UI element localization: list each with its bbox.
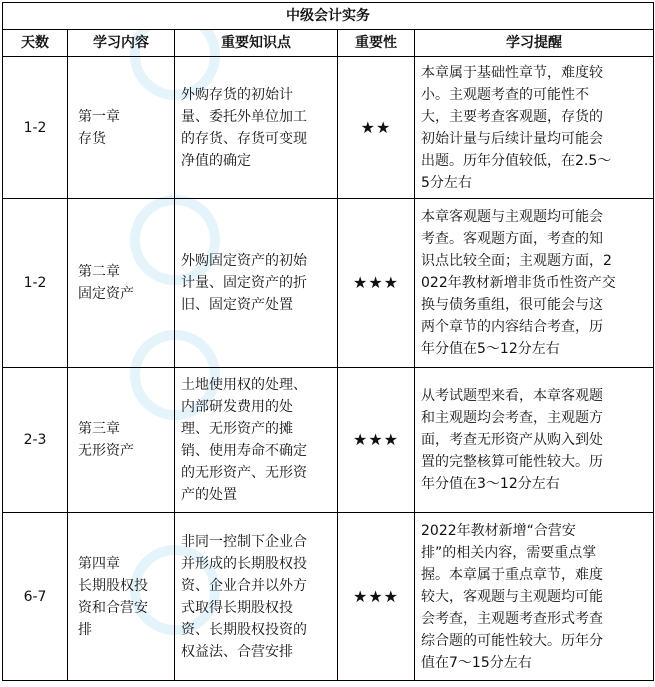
cell-knowledge-line: 并形成的长期股权投 <box>181 555 307 572</box>
cell-knowledge-line: 销、使用寿命不确定 <box>181 443 307 459</box>
cell-tips-line: 从考试题型来看，本章客观题 <box>421 388 603 404</box>
cell-days: 1-2 <box>3 199 68 368</box>
cell-tips-line: 值在7～15分左右 <box>421 654 532 671</box>
cell-knowledge-line: 式取得长期股权投 <box>181 599 293 616</box>
cell-content-line: 第三章 <box>78 421 120 437</box>
cell-tips-line: 会考查，主观题考查形式考查 <box>421 610 603 627</box>
cell-importance: ★★ <box>338 57 415 199</box>
cell-tips <box>415 513 654 681</box>
cell-knowledge-line: 外购固定资产的初始 <box>181 253 307 269</box>
cell-knowledge <box>175 57 338 199</box>
cell-knowledge-line: 权益法、合营安排 <box>181 643 293 660</box>
cell-tips-line: 2022年教材新增“合营安 <box>421 522 576 539</box>
cell-tips-line: 本章客观题与主观题均可能会 <box>421 209 603 225</box>
cell-knowledge-line: 资、企业合并以外方 <box>181 577 307 594</box>
cell-content-line: 第二章 <box>78 264 120 280</box>
cell-tips-line: 本章属于基础性章节，难度较 <box>421 64 603 81</box>
cell-tips <box>415 368 654 513</box>
cell-importance: ★★★ <box>338 199 415 368</box>
cell-tips-line: 年分值在5～12分左右 <box>421 341 560 357</box>
study-plan-table <box>2 2 654 681</box>
cell-days: 6-7 <box>3 513 68 681</box>
cell-content-line: 无形资产 <box>78 443 134 459</box>
header-content: 学习内容 <box>68 30 175 57</box>
cell-knowledge-line: 净值的确定 <box>181 152 251 169</box>
cell-knowledge-line: 计量、固定资产的折 <box>181 275 307 291</box>
cell-knowledge-line: 产的处置 <box>181 487 237 503</box>
cell-tips-line: 出题。历年分值较低，在2.5～ <box>421 152 612 169</box>
cell-knowledge-line: 理、无形资产的摊 <box>181 421 293 437</box>
cell-knowledge-line: 外购存货的初始计 <box>181 86 293 103</box>
cell-tips-line: 较大，客观题与主观题均可能 <box>421 588 603 605</box>
cell-tips-line: 两个章节的内容结合考查，历 <box>421 319 603 335</box>
cell-knowledge <box>175 199 338 368</box>
cell-tips-line: 综合题的可能性较大。历年分 <box>421 632 603 649</box>
table-row <box>3 368 654 513</box>
table-title: 中级会计实务 <box>3 3 654 30</box>
cell-tips <box>415 57 654 199</box>
header-knowledge: 重要知识点 <box>175 30 338 57</box>
cell-content-line: 长期股权投 <box>78 577 148 594</box>
cell-content <box>68 57 175 199</box>
cell-knowledge <box>175 368 338 513</box>
cell-tips-line: 5分左右 <box>421 174 472 191</box>
cell-content-line: 第四章 <box>78 555 120 572</box>
cell-tips <box>415 199 654 368</box>
cell-tips-line: 面，考查无形资产从购入到处 <box>421 432 603 448</box>
cell-knowledge-line: 的无形资产、无形资 <box>181 465 307 481</box>
cell-content-line: 排 <box>78 621 92 638</box>
table-row <box>3 199 654 368</box>
cell-content <box>68 368 175 513</box>
table-row <box>3 57 654 199</box>
header-tips: 学习提醒 <box>415 30 654 57</box>
cell-knowledge-line: 非同一控制下企业合 <box>181 533 307 550</box>
cell-tips-line: 022年教材新增非货币性资产交 <box>421 275 616 291</box>
cell-content-line: 第一章 <box>78 108 120 125</box>
cell-tips-line: 初始计量与后续计量均可能会 <box>421 130 603 147</box>
cell-knowledge-line: 量、委托外单位加工 <box>181 108 307 125</box>
cell-content <box>68 513 175 681</box>
cell-knowledge-line: 资、长期股权投资的 <box>181 621 307 638</box>
cell-knowledge-line: 的存货、存货可变现 <box>181 130 307 147</box>
header-importance: 重要性 <box>338 30 415 57</box>
cell-knowledge-line: 旧、固定资产处置 <box>181 297 293 313</box>
cell-knowledge <box>175 513 338 681</box>
cell-days: 1-2 <box>3 57 68 199</box>
cell-content <box>68 199 175 368</box>
header-days: 天数 <box>3 30 68 57</box>
cell-tips-line: 置的完整核算可能性较大。历 <box>421 454 603 470</box>
cell-importance: ★★★ <box>338 368 415 513</box>
cell-tips-line: 和主观题均会考查，主观题方 <box>421 410 603 426</box>
cell-tips-line: 识点比较全面；主观题方面，2 <box>421 253 612 269</box>
header-row <box>3 30 654 57</box>
cell-tips-line: 考查。客观题方面，考查的知 <box>421 231 603 247</box>
cell-knowledge-line: 土地使用权的处理、 <box>181 377 307 393</box>
table-row <box>3 513 654 681</box>
cell-days: 2-3 <box>3 368 68 513</box>
cell-content-line: 资和合营安 <box>78 599 148 616</box>
cell-importance: ★★★ <box>338 513 415 681</box>
cell-tips-line: 年分值在3～12分左右 <box>421 476 560 492</box>
cell-content-line: 固定资产 <box>78 286 134 302</box>
cell-tips-line: 大，主要考查客观题，存货的 <box>421 108 603 125</box>
cell-tips-line: 排”的相关内容，需要重点掌 <box>421 544 597 561</box>
cell-tips-line: 换与债务重组，很可能会与这 <box>421 297 603 313</box>
cell-knowledge-line: 内部研发费用的处 <box>181 399 293 415</box>
cell-tips-line: 小。主观题考查的可能性不 <box>421 86 589 103</box>
cell-content-line: 存货 <box>78 130 106 147</box>
cell-tips-line: 握。本章属于重点章节，难度 <box>421 566 603 583</box>
